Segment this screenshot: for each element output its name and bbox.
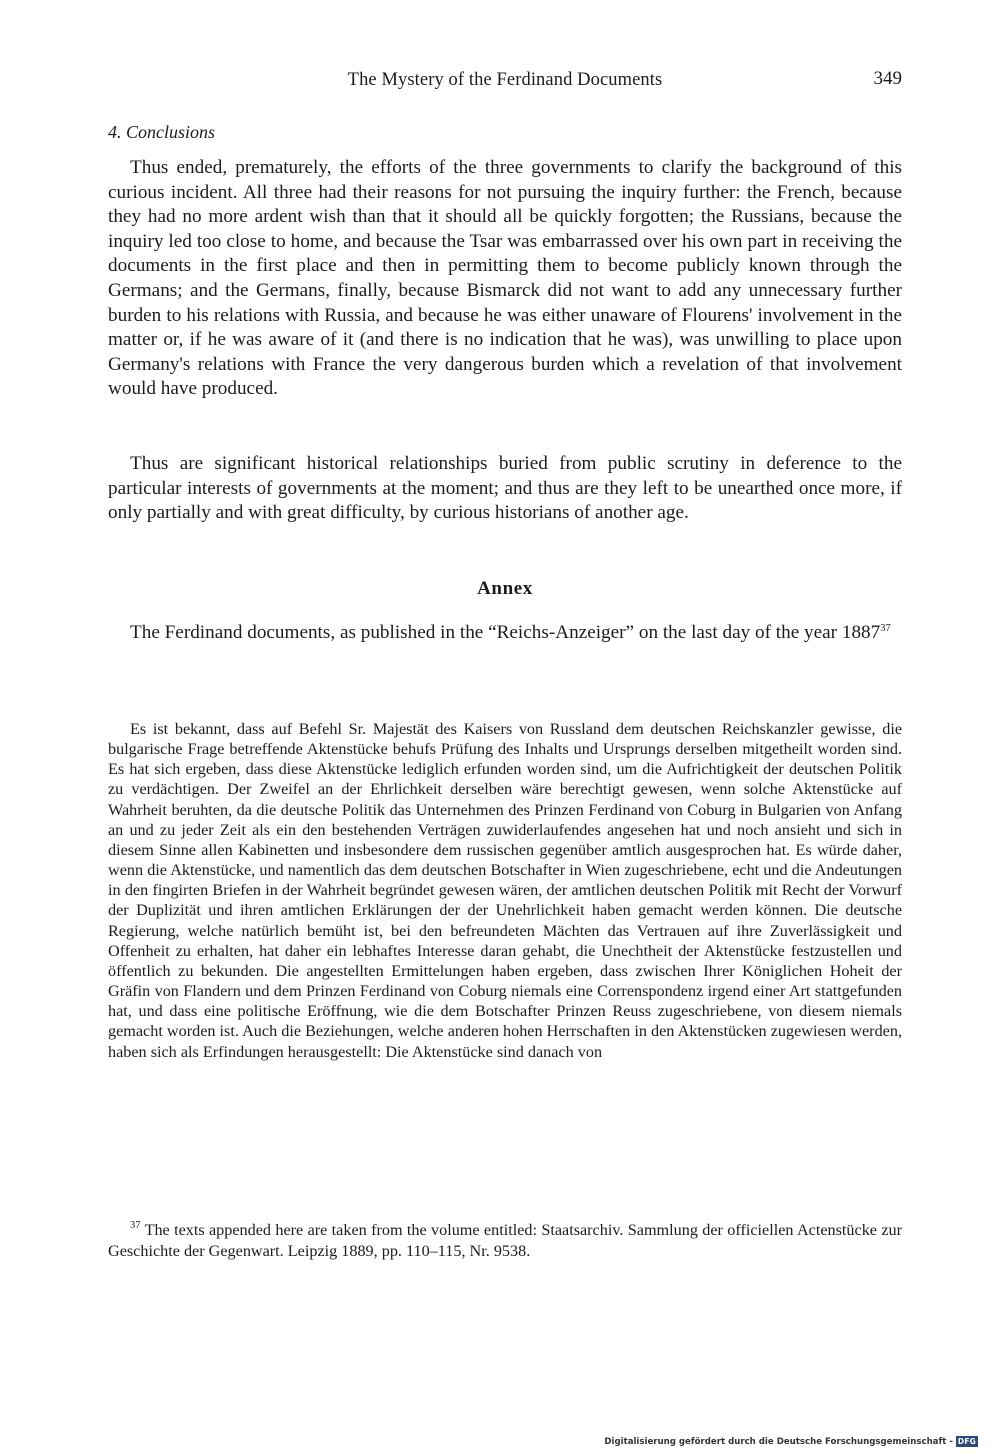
annex-intro: [108, 621, 902, 646]
footnote-text: The texts appended here are taken from the volume entitled: Staatsarchiv. Sammlung der officiellen Actenstücke zur Geschichte der Gegenwart. Leipzig 1889, pp. 110–115, Nr. 9538.: [108, 1221, 902, 1260]
footnote-reference: 37: [880, 623, 891, 634]
digitization-credit-text: Digitalisierung gefördert durch die Deutsche Forschungsgemeinschaft -: [604, 1436, 953, 1447]
running-header: [108, 64, 902, 100]
annex-heading: Annex: [477, 578, 533, 599]
annex-intro-text: The Ferdinand documents, as published in the “Reichs-Anzeiger” on the last day of the year 1887: [130, 622, 881, 643]
digitization-credit: [604, 1436, 978, 1447]
footnote: [108, 1220, 902, 1261]
dfg-logo: DFG: [957, 1437, 976, 1446]
running-title: The Mystery of the Ferdinand Documents: [347, 70, 663, 90]
conclusions-paragraph-2: Thus are significant historical relationships buried from public scrutiny in deference to the particular interests of governments at the moment; and thus are they left to be unearthed once more, if only partially and with great difficulty, by curious historians of another age.: [108, 453, 902, 524]
page-number: 349: [873, 68, 902, 89]
section-heading: 4. Conclusions: [108, 122, 216, 142]
footnote-marker: 37: [130, 1220, 141, 1231]
conclusions-paragraph-1: Thus ended, prematurely, the efforts of the three governments to clarify the background of this curious incident. All three had their reasons for not pursuing the inquiry further: the French, because they had no more ardent wish than that it should all be quickly forgotten; the Russians, because the inquiry led too close to home, and because the Tsar was embarrassed over his own part in receiving the documents in the first place and then in permitting them to become publicly known through the Germans; and the Germans, finally, because Bismarck did not want to add any unnecessary further burden to his relations with Russia, and because he was either unaware of Flourens' involvement in the matter or, if he was aware of it (and there is no indication that he was), was unwilling to place upon Germany's relations with France the very dangerous burden which a revelation of that involvement would have produced.: [108, 157, 902, 400]
annex-document-text: Es ist bekannt, dass auf Befehl Sr. Majestät des Kaisers von Russland dem deutschen Reichskanzler gewisse, die bulgarische Frage betreffende Aktenstücke behufs Prüfung des Inhalts und Ursprungs derselben mitgetheilt worden sind. Es hat sich ergeben, dass diese Aktenstücke lediglich erfunden worden sind, um die Aufrichtigkeit der deutschen Politik zu verdächtigen. Der Zweifel an der Ehrlichkeit derselben wäre berechtigt gewesen, wenn solche Aktenstücke auf Wahrheit beruhten, da die deutsche Politik das Unternehmen des Prinzen Ferdinand von Coburg in Bulgarien von Anfang an und zu jeder Zeit als ein den bestehenden Verträgen zuwiderlaufendes angesehen hat und noch ansieht und sich in diesem Sinne allen Kabinetten und insbesondere dem russischen gegenüber amtlich ausgesprochen hat. Es würde daher, wenn die Aktenstücke, und namentlich das dem deutschen Botschafter in Wien zugeschriebene, echt und die Andeutungen in den fingirten Briefen in der Wahrheit begründet gewesen wären, der amtlichen deutschen Politik mit Recht der Vorwurf der Duplizität und ihren amtlichen Erklärungen der der Unehrlichkeit haben gemacht werden können. Die deutsche Regierung, welche natürlich bemüht ist, bei den befreundeten Mächten das Vertrauen auf ihre Zuverlässigkeit und Offenheit zu erhalten, hat daher ein lebhaftes Interesse daran gehabt, die Unechtheit der Aktenstücke festzustellen und öffentlich zu bekunden. Die angestellten Ermittelungen haben ergeben, dass zwischen Ihrer Königlichen Hoheit der Gräfin von Flandern und dem Prinzen Ferdinand von Coburg niemals eine Correnspondenz irgend einer Art stattgefunden hat, und dass eine politische Eröffnung, wie die dem Botschafter Prinzen Reuss zugeschriebene, von diesem niemals gemacht worden ist. Auch die Beziehungen, welche anderen hohen Herrschaften in den Aktenstücken zugewiesen werden, haben sich als Erfindungen herausgestellt: Die Aktenstücke sind danach von: [108, 720, 902, 1061]
